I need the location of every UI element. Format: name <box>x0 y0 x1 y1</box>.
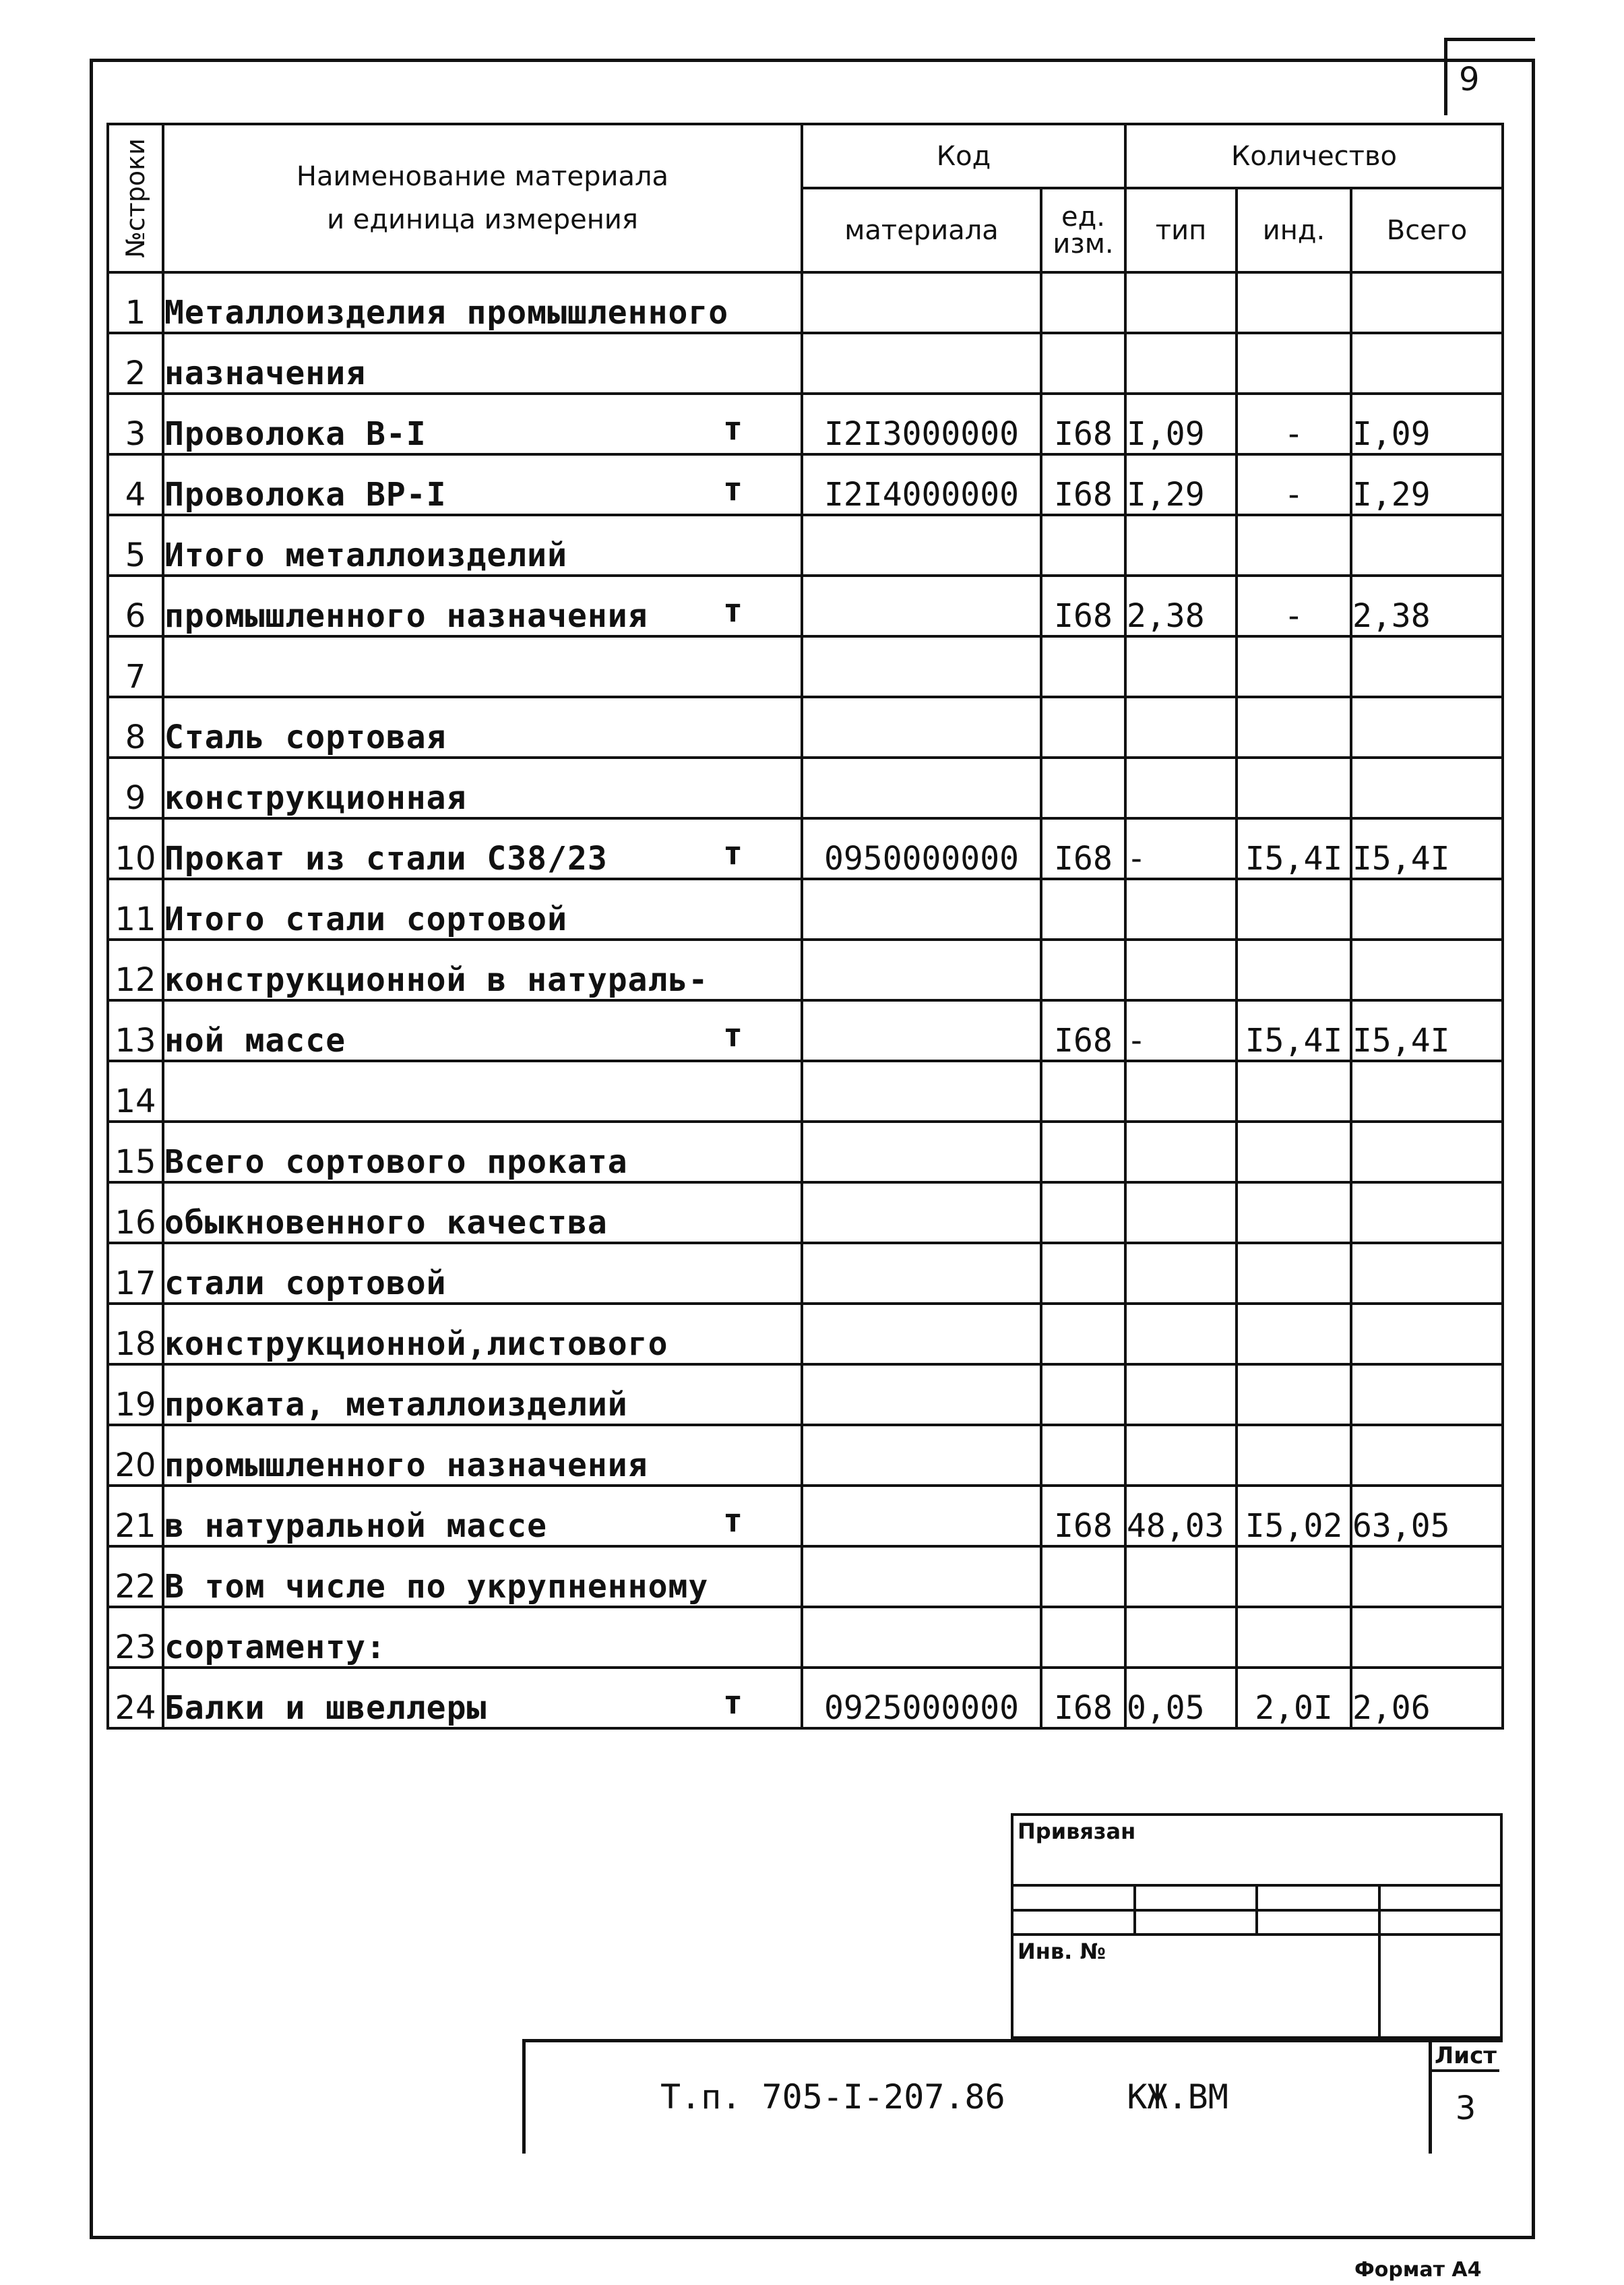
qty-type: I,29 <box>1125 454 1237 515</box>
unit-code <box>1041 1425 1125 1486</box>
material-name <box>163 636 802 697</box>
row-number: 2 <box>108 333 163 394</box>
row-number: 9 <box>108 758 163 818</box>
qty-total <box>1351 515 1503 576</box>
privyazan-label: Привязан <box>1012 1815 1501 1885</box>
material-code: 0925000000 <box>802 1668 1041 1728</box>
row-number: 11 <box>108 879 163 940</box>
qty-ind <box>1237 333 1351 394</box>
table-row <box>108 1061 1503 1122</box>
row-number: 15 <box>108 1122 163 1182</box>
header-code-material: материала <box>802 188 1041 272</box>
unit-code <box>1041 1607 1125 1668</box>
qty-total: 2,38 <box>1351 576 1503 636</box>
qty-type <box>1125 1425 1237 1486</box>
header-code-unit: ед. изм. <box>1041 188 1125 272</box>
page-number: 9 <box>1459 61 1480 98</box>
qty-total <box>1351 879 1503 940</box>
qty-ind <box>1237 758 1351 818</box>
unit-code: I68 <box>1041 576 1125 636</box>
row-number: 10 <box>108 818 163 879</box>
material-code <box>802 1364 1041 1425</box>
qty-total: I5,4I <box>1351 1000 1503 1061</box>
qty-ind <box>1237 1425 1351 1486</box>
unit-code: I68 <box>1041 394 1125 454</box>
qty-total <box>1351 758 1503 818</box>
material-name: Проволока ВР-I т <box>163 454 802 515</box>
header-name: Наименование материала и единица измерения <box>163 124 802 272</box>
qty-type <box>1125 272 1237 333</box>
table-row <box>108 454 1503 515</box>
qty-total <box>1351 1364 1503 1425</box>
qty-total <box>1351 940 1503 1000</box>
row-number: 14 <box>108 1061 163 1122</box>
qty-type: - <box>1125 1000 1237 1061</box>
material-name: конструкционная <box>163 758 802 818</box>
material-code <box>802 333 1041 394</box>
material-name: промышленного назначения <box>163 1425 802 1486</box>
material-code <box>802 636 1041 697</box>
qty-total <box>1351 333 1503 394</box>
qty-total <box>1351 636 1503 697</box>
qty-type <box>1125 1061 1237 1122</box>
qty-type <box>1125 1607 1237 1668</box>
qty-total: I,09 <box>1351 394 1503 454</box>
qty-type: 2,38 <box>1125 576 1237 636</box>
qty-ind <box>1237 1364 1351 1425</box>
material-code <box>802 1486 1041 1546</box>
material-name: проката, металлоизделий <box>163 1364 802 1425</box>
row-number: 22 <box>108 1546 163 1607</box>
table-row <box>108 758 1503 818</box>
unit-code <box>1041 940 1125 1000</box>
page-number-box <box>1444 38 1535 115</box>
material-name: промышленного назначения т <box>163 576 802 636</box>
unit-mark: т <box>723 592 743 630</box>
row-number: 5 <box>108 515 163 576</box>
material-code <box>802 940 1041 1000</box>
qty-ind: I5,02 <box>1237 1486 1351 1546</box>
row-number: 24 <box>108 1668 163 1728</box>
material-code <box>802 272 1041 333</box>
qty-ind <box>1237 697 1351 758</box>
unit-code <box>1041 515 1125 576</box>
unit-code <box>1041 1061 1125 1122</box>
unit-code <box>1041 1364 1125 1425</box>
sheet-number: 3 <box>1455 2090 1476 2127</box>
unit-mark: т <box>723 1684 743 1722</box>
qty-total: I,29 <box>1351 454 1503 515</box>
unit-code <box>1041 697 1125 758</box>
row-number: 17 <box>108 1243 163 1304</box>
unit-mark: т <box>723 1016 743 1054</box>
row-number: 21 <box>108 1486 163 1546</box>
unit-code <box>1041 1122 1125 1182</box>
qty-total <box>1351 1243 1503 1304</box>
unit-code: I68 <box>1041 1668 1125 1728</box>
material-code: 0950000000 <box>802 818 1041 879</box>
material-name <box>163 1061 802 1122</box>
unit-code <box>1041 1243 1125 1304</box>
material-name: конструкционной в натураль- <box>163 940 802 1000</box>
header-qty-ind: инд. <box>1237 188 1351 272</box>
table-row <box>108 1182 1503 1243</box>
table-row <box>108 1000 1503 1061</box>
material-code <box>802 1425 1041 1486</box>
qty-ind <box>1237 1304 1351 1364</box>
qty-ind <box>1237 515 1351 576</box>
signature-block <box>1011 1813 1503 2039</box>
material-name: Итого металлоизделий <box>163 515 802 576</box>
material-code <box>802 697 1041 758</box>
row-number: 12 <box>108 940 163 1000</box>
qty-ind: - <box>1237 454 1351 515</box>
unit-code <box>1041 636 1125 697</box>
table-row <box>108 1486 1503 1546</box>
table-row <box>108 879 1503 940</box>
qty-ind <box>1237 1607 1351 1668</box>
material-code <box>802 1182 1041 1243</box>
qty-ind: - <box>1237 394 1351 454</box>
qty-type <box>1125 758 1237 818</box>
qty-ind: - <box>1237 576 1351 636</box>
material-code <box>802 1061 1041 1122</box>
qty-type <box>1125 879 1237 940</box>
qty-type <box>1125 940 1237 1000</box>
unit-code <box>1041 1546 1125 1607</box>
qty-total <box>1351 1304 1503 1364</box>
table-row <box>108 394 1503 454</box>
qty-total <box>1351 1182 1503 1243</box>
material-name: Прокат из стали С38/23 т <box>163 818 802 879</box>
qty-type <box>1125 636 1237 697</box>
qty-total: I5,4I <box>1351 818 1503 879</box>
row-number: 20 <box>108 1425 163 1486</box>
material-code <box>802 758 1041 818</box>
table-row <box>108 697 1503 758</box>
sheet-label: Лист <box>1432 2042 1499 2072</box>
row-number: 13 <box>108 1000 163 1061</box>
row-number: 23 <box>108 1607 163 1668</box>
unit-code <box>1041 333 1125 394</box>
material-code <box>802 515 1041 576</box>
table-row <box>108 1607 1503 1668</box>
material-name: Балки и швеллеры т <box>163 1668 802 1728</box>
unit-code <box>1041 758 1125 818</box>
format-label: Формат А4 <box>1354 2258 1482 2282</box>
qty-ind <box>1237 1546 1351 1607</box>
unit-code <box>1041 1304 1125 1364</box>
qty-ind <box>1237 272 1351 333</box>
qty-total <box>1351 1061 1503 1122</box>
qty-type: I,09 <box>1125 394 1237 454</box>
qty-type: 0,05 <box>1125 1668 1237 1728</box>
qty-type <box>1125 1546 1237 1607</box>
material-code <box>802 576 1041 636</box>
qty-ind <box>1237 636 1351 697</box>
row-number: 3 <box>108 394 163 454</box>
unit-code: I68 <box>1041 818 1125 879</box>
qty-type <box>1125 333 1237 394</box>
materials-table <box>106 123 1504 1730</box>
qty-type <box>1125 515 1237 576</box>
inv-no-label: Инв. № <box>1012 1934 1379 2038</box>
table-row <box>108 515 1503 576</box>
table-row <box>108 1243 1503 1304</box>
material-name: В том числе по укрупненному <box>163 1546 802 1607</box>
material-name: Сталь сортовая <box>163 697 802 758</box>
qty-total: 2,06 <box>1351 1668 1503 1728</box>
material-name: Проволока В-I т <box>163 394 802 454</box>
material-name: Металлоизделия промышленного <box>163 272 802 333</box>
qty-type <box>1125 697 1237 758</box>
qty-total <box>1351 1122 1503 1182</box>
table-row <box>108 1364 1503 1425</box>
table-row <box>108 636 1503 697</box>
material-name: Всего сортового проката <box>163 1122 802 1182</box>
qty-total <box>1351 1607 1503 1668</box>
qty-type <box>1125 1304 1237 1364</box>
material-code <box>802 879 1041 940</box>
material-name: сортаменту: <box>163 1607 802 1668</box>
material-code: I2I4000000 <box>802 454 1041 515</box>
table-row <box>108 1546 1503 1607</box>
unit-code: I68 <box>1041 1486 1125 1546</box>
qty-total: 63,05 <box>1351 1486 1503 1546</box>
qty-type: 48,03 <box>1125 1486 1237 1546</box>
row-number: 6 <box>108 576 163 636</box>
row-number: 16 <box>108 1182 163 1243</box>
table-row <box>108 576 1503 636</box>
material-code <box>802 1607 1041 1668</box>
row-number: 19 <box>108 1364 163 1425</box>
qty-ind: I5,4I <box>1237 818 1351 879</box>
header-code: Код <box>802 124 1125 188</box>
material-name: ной массе т <box>163 1000 802 1061</box>
qty-ind <box>1237 1122 1351 1182</box>
table-row <box>108 272 1503 333</box>
qty-total <box>1351 1425 1503 1486</box>
table-row <box>108 1304 1503 1364</box>
row-number: 4 <box>108 454 163 515</box>
qty-type <box>1125 1243 1237 1304</box>
unit-mark: т <box>723 834 743 872</box>
header-row-number: №строки <box>108 124 163 272</box>
table-row <box>108 333 1503 394</box>
header-qty-type: тип <box>1125 188 1237 272</box>
row-number: 1 <box>108 272 163 333</box>
unit-code: I68 <box>1041 454 1125 515</box>
header-quantity: Количество <box>1125 124 1503 188</box>
unit-mark: т <box>723 410 743 448</box>
header-qty-total: Всего <box>1351 188 1503 272</box>
table-row <box>108 818 1503 879</box>
material-name: обыкновенного качества <box>163 1182 802 1243</box>
qty-type <box>1125 1364 1237 1425</box>
material-name: в натуральной массе т <box>163 1486 802 1546</box>
row-number: 18 <box>108 1304 163 1364</box>
qty-ind <box>1237 1061 1351 1122</box>
qty-type: - <box>1125 818 1237 879</box>
qty-ind: I5,4I <box>1237 1000 1351 1061</box>
material-code <box>802 1304 1041 1364</box>
material-name: конструкционной,листового <box>163 1304 802 1364</box>
material-code <box>802 1122 1041 1182</box>
table-row <box>108 1122 1503 1182</box>
material-code <box>802 1243 1041 1304</box>
qty-ind: 2,0I <box>1237 1668 1351 1728</box>
qty-type <box>1125 1122 1237 1182</box>
unit-mark: т <box>723 470 743 508</box>
material-code: I2I3000000 <box>802 394 1041 454</box>
qty-total <box>1351 272 1503 333</box>
row-number: 7 <box>108 636 163 697</box>
table-row <box>108 940 1503 1000</box>
material-name: Итого стали сортовой <box>163 879 802 940</box>
qty-total <box>1351 697 1503 758</box>
unit-code <box>1041 1182 1125 1243</box>
qty-ind <box>1237 879 1351 940</box>
qty-ind <box>1237 940 1351 1000</box>
qty-type <box>1125 1182 1237 1243</box>
table-row <box>108 1668 1503 1728</box>
unit-code: I68 <box>1041 1000 1125 1061</box>
material-name: стали сортовой <box>163 1243 802 1304</box>
qty-ind <box>1237 1182 1351 1243</box>
row-number: 8 <box>108 697 163 758</box>
unit-code <box>1041 272 1125 333</box>
unit-mark: т <box>723 1502 743 1540</box>
table-row <box>108 1425 1503 1486</box>
material-name: назначения <box>163 333 802 394</box>
material-code <box>802 1546 1041 1607</box>
material-code <box>802 1000 1041 1061</box>
unit-code <box>1041 879 1125 940</box>
document-code: Т.п. 705-I-207.86 КЖ.ВМ <box>660 2077 1228 2116</box>
qty-total <box>1351 1546 1503 1607</box>
qty-ind <box>1237 1243 1351 1304</box>
